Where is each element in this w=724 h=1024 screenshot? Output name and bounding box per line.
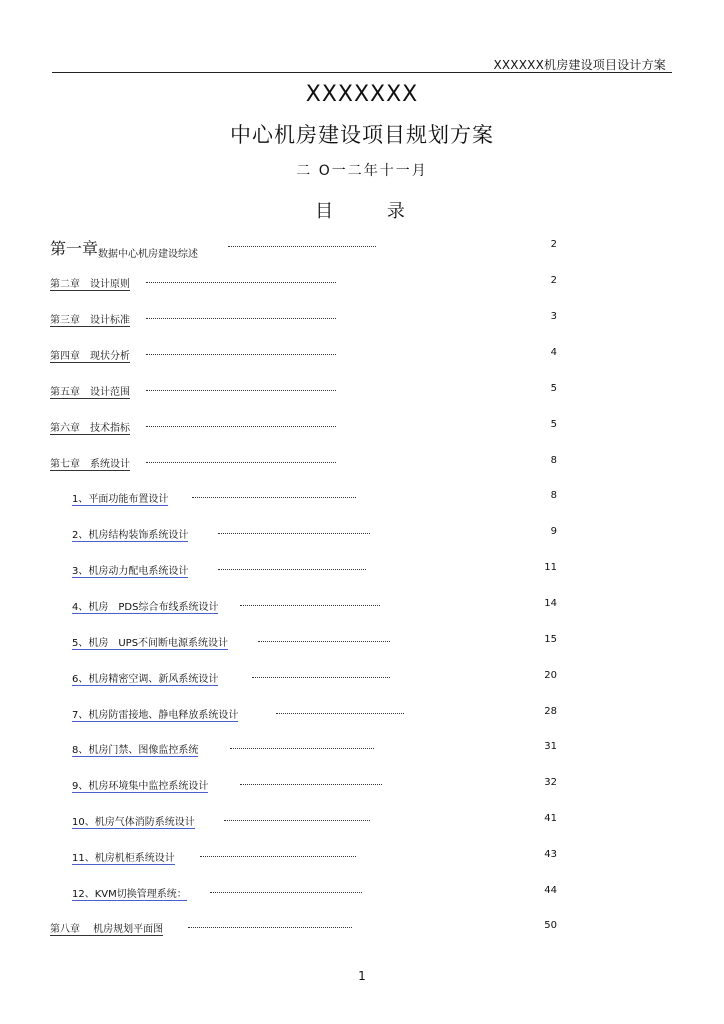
toc-leader-dots bbox=[276, 704, 404, 714]
toc-entry-label: 8、机房门禁、图像监控系统 bbox=[72, 741, 198, 757]
toc-entry-ch3[interactable] bbox=[0, 309, 724, 327]
toc-page-number: 5 bbox=[550, 419, 557, 430]
toc-entry-ch8[interactable] bbox=[0, 918, 724, 936]
toc-entry-label: 第八章 机房规划平面图 bbox=[50, 920, 163, 936]
toc-entry-label: 3、机房动力配电系统设计 bbox=[72, 562, 188, 578]
toc-page-number: 41 bbox=[544, 813, 557, 824]
toc-entry-label: 第二章 设计原则 bbox=[50, 275, 130, 291]
toc-leader-dots bbox=[224, 811, 370, 821]
toc-page-number: 28 bbox=[544, 706, 557, 717]
toc-entry-label: 7、机房防雷接地、静电释放系统设计 bbox=[72, 706, 238, 722]
toc-entry-label: 2、机房结构装饰系统设计 bbox=[72, 526, 188, 542]
toc-page-number: 4 bbox=[550, 347, 557, 358]
toc-leader-dots bbox=[146, 345, 336, 355]
toc-leader-dots bbox=[146, 417, 336, 427]
toc-page-number: 32 bbox=[544, 777, 557, 788]
toc-page-number: 31 bbox=[544, 741, 557, 752]
toc-entry-label: 6、机房精密空调、新风系统设计 bbox=[72, 670, 218, 686]
toc-leader-dots bbox=[192, 488, 356, 498]
toc-entry-section-3[interactable] bbox=[0, 560, 724, 578]
toc-entry-label: 第三章 设计标准 bbox=[50, 311, 130, 327]
toc-leader-dots bbox=[258, 632, 390, 642]
toc-page-number: 5 bbox=[550, 383, 557, 394]
toc-chapter-title: 数据中心机房建设综述 bbox=[98, 249, 199, 260]
running-header-title: XXXXXX机房建设项目设计方案 bbox=[493, 58, 666, 72]
toc-leader-dots bbox=[252, 668, 390, 678]
toc-entry-label: 1、平面功能布置设计 bbox=[72, 490, 168, 506]
toc-entry-ch1[interactable] bbox=[0, 237, 724, 260]
toc-page-number: 8 bbox=[550, 490, 557, 501]
toc-chapter-prefix: 第一章 bbox=[50, 239, 99, 258]
toc-page-number: 9 bbox=[550, 526, 557, 537]
toc-leader-dots bbox=[200, 847, 356, 857]
toc-entry-label bbox=[50, 239, 198, 262]
toc-page-number: 2 bbox=[550, 239, 557, 250]
toc-page-number: 2 bbox=[550, 275, 557, 286]
toc-entry-label: 第四章 现状分析 bbox=[50, 347, 130, 363]
toc-entry-section-2[interactable] bbox=[0, 524, 724, 542]
toc-leader-dots bbox=[218, 560, 366, 570]
toc-entry-label: 第六章 技术指标 bbox=[50, 419, 130, 435]
toc-entry-ch7[interactable] bbox=[0, 453, 724, 471]
toc-entry-ch2[interactable] bbox=[0, 273, 724, 291]
toc-entry-label: 10、机房气体消防系统设计 bbox=[72, 813, 195, 829]
toc-entry-section-12[interactable] bbox=[0, 883, 724, 901]
toc-entry-section-8[interactable] bbox=[0, 739, 724, 757]
toc-page-number: 44 bbox=[544, 885, 557, 896]
toc-page-number: 3 bbox=[550, 311, 557, 322]
toc-leader-dots bbox=[210, 883, 362, 893]
toc-page-number: 43 bbox=[544, 849, 557, 860]
toc-entry-label: 4、机房 PDS综合布线系统设计 bbox=[72, 598, 218, 614]
toc-leader-dots bbox=[230, 739, 374, 749]
toc-entry-section-7[interactable] bbox=[0, 704, 724, 722]
toc-entry-label: 11、机房机柜系统设计 bbox=[72, 849, 175, 865]
doc-date: 二 O一二年十一月 bbox=[296, 163, 428, 179]
toc-leader-dots bbox=[218, 524, 370, 534]
toc-page-number: 14 bbox=[544, 598, 557, 609]
toc-entry-section-11[interactable] bbox=[0, 847, 724, 865]
header-rule bbox=[52, 72, 672, 73]
toc-entry-label: 5、机房 UPS不间断电源系统设计 bbox=[72, 634, 228, 650]
doc-title-line1: XXXXXXX bbox=[305, 82, 419, 107]
toc-entry-section-4[interactable] bbox=[0, 596, 724, 614]
toc-entry-section-10[interactable] bbox=[0, 811, 724, 829]
page-number: 1 bbox=[358, 969, 366, 983]
doc-title-line2: 中心机房建设项目规划方案 bbox=[230, 123, 494, 147]
toc-page-number: 11 bbox=[544, 562, 557, 573]
toc-entry-section-9[interactable] bbox=[0, 775, 724, 793]
toc-entry-ch6[interactable] bbox=[0, 417, 724, 435]
toc-page-number: 8 bbox=[550, 455, 557, 466]
toc-page-number: 50 bbox=[544, 920, 557, 931]
toc-entry-label: 9、机房环境集中监控系统设计 bbox=[72, 777, 208, 793]
toc-leader-dots bbox=[188, 918, 352, 928]
toc-page-number: 15 bbox=[544, 634, 557, 645]
toc-entry-label: 第七章 系统设计 bbox=[50, 455, 130, 471]
toc-page-number: 20 bbox=[544, 670, 557, 681]
toc-leader-dots bbox=[228, 237, 376, 247]
toc-entry-section-6[interactable] bbox=[0, 668, 724, 686]
toc-entry-ch4[interactable] bbox=[0, 345, 724, 363]
toc-entry-label: 12、KVM切换管理系统： bbox=[72, 885, 187, 901]
toc-heading: 目 录 bbox=[315, 201, 409, 222]
toc-leader-dots bbox=[146, 273, 336, 283]
toc-leader-dots bbox=[146, 453, 336, 463]
toc-entry-ch5[interactable] bbox=[0, 381, 724, 399]
toc-entry-label: 第五章 设计范围 bbox=[50, 383, 130, 399]
toc-entry-section-1[interactable] bbox=[0, 488, 724, 506]
toc-leader-dots bbox=[240, 596, 380, 606]
toc-entry-section-5[interactable] bbox=[0, 632, 724, 650]
toc-leader-dots bbox=[146, 309, 336, 319]
toc-leader-dots bbox=[146, 381, 336, 391]
toc-leader-dots bbox=[240, 775, 382, 785]
